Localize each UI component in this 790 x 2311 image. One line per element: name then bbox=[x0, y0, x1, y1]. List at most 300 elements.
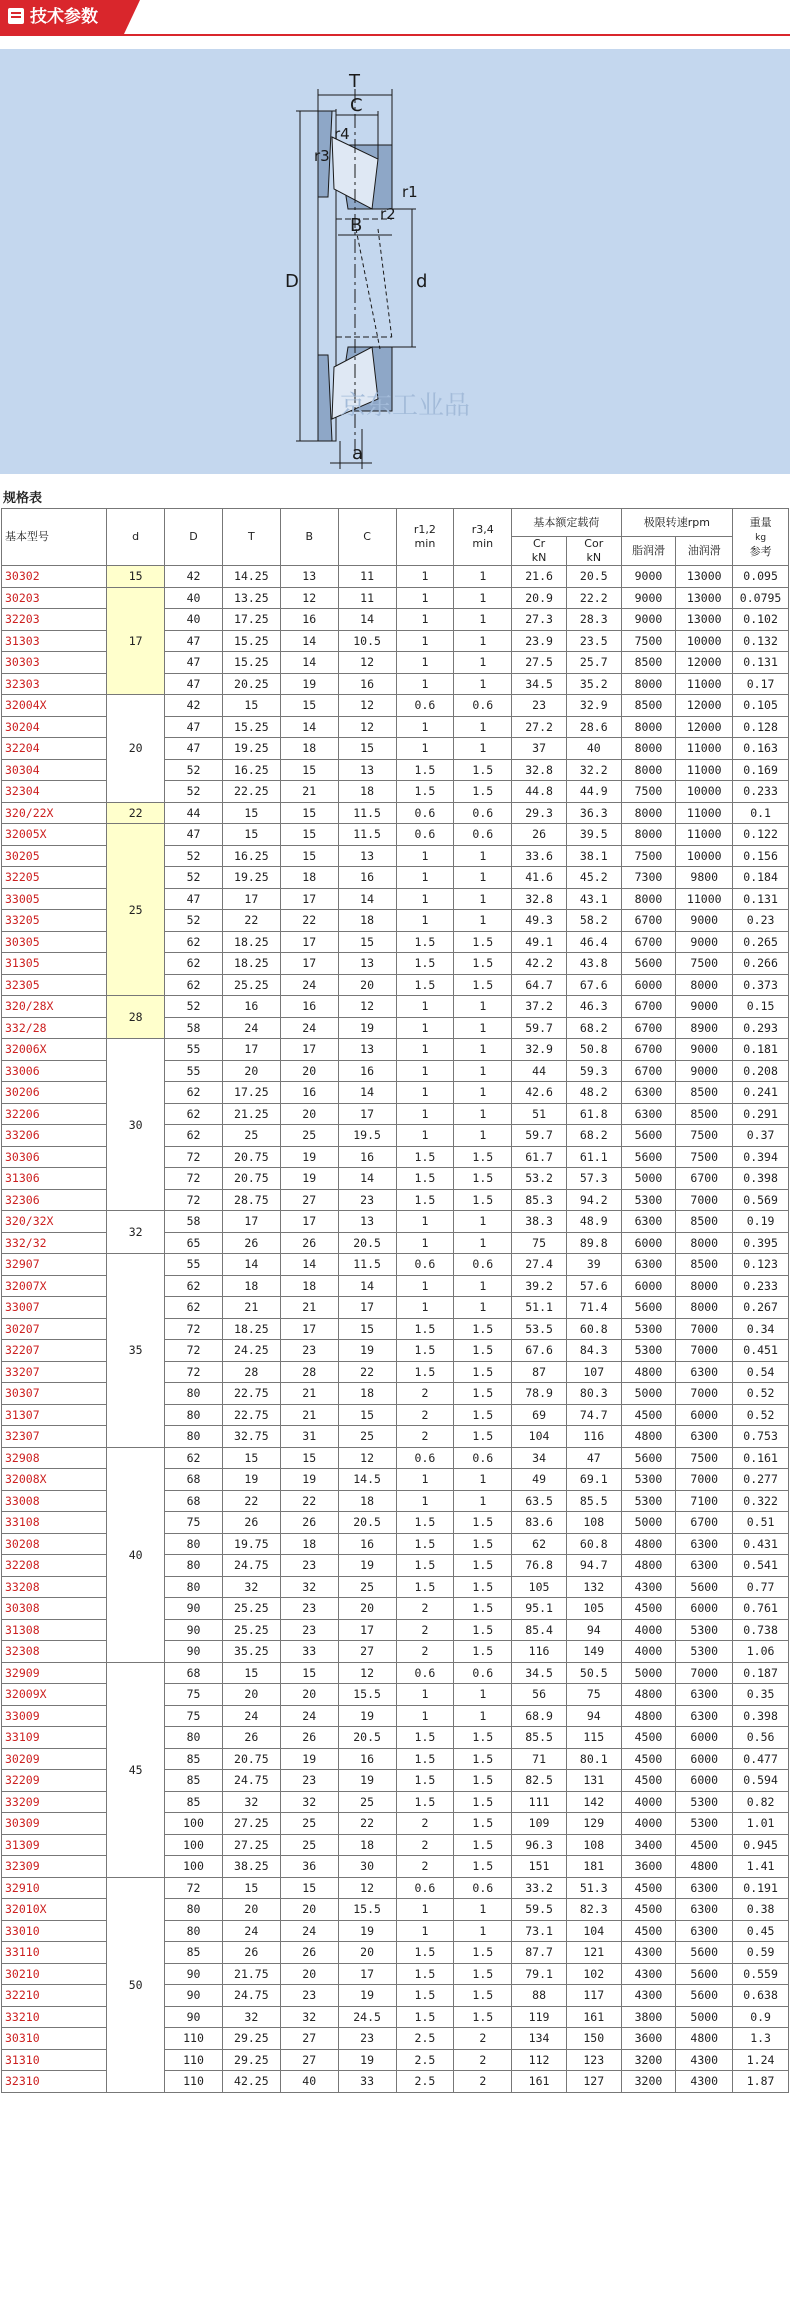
model-link[interactable]: 30205 bbox=[2, 845, 107, 867]
table-cell: 16 bbox=[338, 1748, 396, 1770]
table-cell: 0.6 bbox=[396, 1447, 454, 1469]
model-link[interactable]: 30309 bbox=[2, 1813, 107, 1835]
model-link[interactable]: 32307 bbox=[2, 1426, 107, 1448]
table-cell: 1.5 bbox=[454, 1361, 512, 1383]
table-cell: 2 bbox=[396, 1598, 454, 1620]
model-link[interactable]: 32208 bbox=[2, 1555, 107, 1577]
table-cell: 8500 bbox=[676, 1211, 733, 1233]
model-link[interactable]: 32207 bbox=[2, 1340, 107, 1362]
table-cell: 0.1 bbox=[733, 802, 789, 824]
model-link[interactable]: 33207 bbox=[2, 1361, 107, 1383]
model-link[interactable]: 32209 bbox=[2, 1770, 107, 1792]
table-cell: 1.5 bbox=[454, 1748, 512, 1770]
model-link[interactable]: 31307 bbox=[2, 1404, 107, 1426]
table-cell: 32 bbox=[280, 1576, 338, 1598]
model-link[interactable]: 32310 bbox=[2, 2071, 107, 2093]
table-cell: 16 bbox=[280, 609, 338, 631]
table-cell: 47 bbox=[566, 1447, 621, 1469]
table-cell: 20 bbox=[222, 1899, 280, 1921]
table-cell: 96.3 bbox=[512, 1834, 567, 1856]
table-cell: 43.1 bbox=[566, 888, 621, 910]
table-cell: 25 bbox=[338, 1426, 396, 1448]
model-link[interactable]: 31310 bbox=[2, 2049, 107, 2071]
table-cell: 149 bbox=[566, 1641, 621, 1663]
col-oil: 油润滑 bbox=[676, 537, 733, 566]
table-cell: 11000 bbox=[676, 738, 733, 760]
table-cell: 0.59 bbox=[733, 1942, 789, 1964]
table-cell: 21.75 bbox=[222, 1963, 280, 1985]
table-cell: 1.5 bbox=[396, 931, 454, 953]
model-link[interactable]: 30310 bbox=[2, 2028, 107, 2050]
table-cell: 72 bbox=[165, 1189, 223, 1211]
table-cell: 5300 bbox=[676, 1619, 733, 1641]
table-cell: 39 bbox=[566, 1254, 621, 1276]
table-cell: 11.5 bbox=[338, 1254, 396, 1276]
table-cell: 1 bbox=[454, 1297, 512, 1319]
model-link[interactable]: 320/28X bbox=[2, 996, 107, 1018]
model-link[interactable]: 30208 bbox=[2, 1533, 107, 1555]
model-link[interactable]: 33208 bbox=[2, 1576, 107, 1598]
table-cell: 0.291 bbox=[733, 1103, 789, 1125]
table-cell: 7500 bbox=[621, 630, 676, 652]
table-cell: 19 bbox=[338, 1705, 396, 1727]
table-cell: 5000 bbox=[621, 1383, 676, 1405]
model-link[interactable]: 32004X bbox=[2, 695, 107, 717]
table-cell: 0.753 bbox=[733, 1426, 789, 1448]
table-cell: 2 bbox=[454, 2071, 512, 2093]
table-cell: 27.3 bbox=[512, 609, 567, 631]
table-cell: 3800 bbox=[621, 2006, 676, 2028]
table-cell: 8500 bbox=[621, 652, 676, 674]
table-cell: 1 bbox=[454, 1920, 512, 1942]
col-r12-label: r1,2 bbox=[413, 523, 436, 536]
table-cell: 60.8 bbox=[566, 1318, 621, 1340]
table-cell: 6300 bbox=[621, 1211, 676, 1233]
table-cell: 11 bbox=[338, 566, 396, 588]
table-cell: 0.128 bbox=[733, 716, 789, 738]
table-cell: 0.398 bbox=[733, 1168, 789, 1190]
table-cell: 32.2 bbox=[566, 759, 621, 781]
table-cell: 25 bbox=[280, 1834, 338, 1856]
table-cell: 1 bbox=[454, 910, 512, 932]
model-link[interactable]: 30207 bbox=[2, 1318, 107, 1340]
table-cell: 6700 bbox=[621, 1039, 676, 1061]
table-cell: 1 bbox=[454, 1060, 512, 1082]
table-cell: 4500 bbox=[621, 1404, 676, 1426]
model-link[interactable]: 30308 bbox=[2, 1598, 107, 1620]
model-link[interactable]: 31306 bbox=[2, 1168, 107, 1190]
spec-table-title: 规格表 bbox=[3, 491, 43, 506]
model-link[interactable]: 30305 bbox=[2, 931, 107, 953]
table-cell: 24 bbox=[222, 1920, 280, 1942]
table-cell: 19.5 bbox=[338, 1125, 396, 1147]
table-cell: 29.25 bbox=[222, 2049, 280, 2071]
table-cell: 55 bbox=[165, 1060, 223, 1082]
table-cell: 16 bbox=[338, 1146, 396, 1168]
table-cell: 1.5 bbox=[454, 1189, 512, 1211]
model-link[interactable]: 32206 bbox=[2, 1103, 107, 1125]
table-cell: 16 bbox=[338, 673, 396, 695]
table-cell: 5600 bbox=[676, 1985, 733, 2007]
model-link[interactable]: 32006X bbox=[2, 1039, 107, 1061]
table-cell: 9000 bbox=[676, 910, 733, 932]
table-cell: 20 bbox=[222, 1060, 280, 1082]
model-link[interactable]: 30303 bbox=[2, 652, 107, 674]
model-link[interactable]: 33008 bbox=[2, 1490, 107, 1512]
table-cell: 57.3 bbox=[566, 1168, 621, 1190]
table-cell: 58 bbox=[165, 1017, 223, 1039]
table-cell: 24.5 bbox=[338, 2006, 396, 2028]
table-cell: 85.5 bbox=[566, 1490, 621, 1512]
table-cell: 0.191 bbox=[733, 1877, 789, 1899]
table-cell: 17 bbox=[338, 1103, 396, 1125]
table-cell: 5300 bbox=[621, 1469, 676, 1491]
table-cell: 1 bbox=[454, 1232, 512, 1254]
table-cell: 1.5 bbox=[454, 1856, 512, 1878]
model-link[interactable]: 30206 bbox=[2, 1082, 107, 1104]
col-speed: 极限转速rpm bbox=[621, 509, 733, 537]
table-cell: 1 bbox=[454, 1705, 512, 1727]
table-cell: 7500 bbox=[621, 845, 676, 867]
table-cell: 23 bbox=[338, 1189, 396, 1211]
table-cell: 1.5 bbox=[454, 1318, 512, 1340]
model-link[interactable]: 32910 bbox=[2, 1877, 107, 1899]
model-link[interactable]: 33006 bbox=[2, 1060, 107, 1082]
model-link[interactable]: 33209 bbox=[2, 1791, 107, 1813]
table-cell: 47 bbox=[165, 652, 223, 674]
table-cell: 0.6 bbox=[396, 824, 454, 846]
model-link[interactable]: 32009X bbox=[2, 1684, 107, 1706]
table-row bbox=[2, 1039, 789, 1061]
model-link[interactable]: 320/22X bbox=[2, 802, 107, 824]
table-cell: 83.6 bbox=[512, 1512, 567, 1534]
model-link[interactable]: 30306 bbox=[2, 1146, 107, 1168]
model-link[interactable]: 32304 bbox=[2, 781, 107, 803]
table-cell: 18 bbox=[338, 1834, 396, 1856]
table-cell: 4500 bbox=[621, 1727, 676, 1749]
table-cell: 0.23 bbox=[733, 910, 789, 932]
table-cell: 7500 bbox=[676, 1146, 733, 1168]
table-cell: 20 bbox=[280, 1963, 338, 1985]
table-cell: 23.5 bbox=[566, 630, 621, 652]
model-link[interactable]: 32007X bbox=[2, 1275, 107, 1297]
table-cell: 24 bbox=[222, 1017, 280, 1039]
table-cell: 87 bbox=[512, 1361, 567, 1383]
table-cell: 25.7 bbox=[566, 652, 621, 674]
section-header bbox=[0, 0, 790, 36]
table-cell: 1 bbox=[454, 1211, 512, 1233]
table-cell: 0.738 bbox=[733, 1619, 789, 1641]
table-cell: 0.431 bbox=[733, 1533, 789, 1555]
table-cell: 2.5 bbox=[396, 2028, 454, 2050]
table-cell: 23 bbox=[280, 1340, 338, 1362]
table-cell: 72 bbox=[165, 1877, 223, 1899]
table-cell: 63.5 bbox=[512, 1490, 567, 1512]
model-link[interactable]: 33205 bbox=[2, 910, 107, 932]
table-cell: 8500 bbox=[676, 1082, 733, 1104]
table-cell: 7500 bbox=[676, 953, 733, 975]
model-link[interactable]: 320/32X bbox=[2, 1211, 107, 1233]
table-cell: 25.25 bbox=[222, 1619, 280, 1641]
table-cell: 15 bbox=[280, 759, 338, 781]
model-link[interactable]: 32005X bbox=[2, 824, 107, 846]
bore-d-cell: 17 bbox=[107, 587, 165, 695]
table-cell: 82.5 bbox=[512, 1770, 567, 1792]
table-cell: 1.5 bbox=[396, 1770, 454, 1792]
table-cell: 0.156 bbox=[733, 845, 789, 867]
table-cell: 47 bbox=[165, 888, 223, 910]
table-cell: 15 bbox=[222, 1662, 280, 1684]
model-link[interactable]: 32306 bbox=[2, 1189, 107, 1211]
table-cell: 14 bbox=[280, 716, 338, 738]
table-cell: 20 bbox=[280, 1103, 338, 1125]
col-r34-unit: min bbox=[472, 537, 494, 550]
model-link[interactable]: 32203 bbox=[2, 609, 107, 631]
table-cell: 14 bbox=[338, 1168, 396, 1190]
table-cell: 4500 bbox=[621, 1877, 676, 1899]
table-cell: 1.5 bbox=[454, 1168, 512, 1190]
model-link[interactable]: 30209 bbox=[2, 1748, 107, 1770]
table-cell: 15 bbox=[280, 824, 338, 846]
table-cell: 2 bbox=[396, 1641, 454, 1663]
table-cell: 0.35 bbox=[733, 1684, 789, 1706]
table-cell: 32 bbox=[222, 1576, 280, 1598]
label-r4: r4 bbox=[334, 125, 350, 143]
table-cell: 0.293 bbox=[733, 1017, 789, 1039]
table-cell: 110 bbox=[165, 2071, 223, 2093]
model-link[interactable]: 32210 bbox=[2, 1985, 107, 2007]
table-cell: 6300 bbox=[676, 1684, 733, 1706]
model-link[interactable]: 332/32 bbox=[2, 1232, 107, 1254]
table-cell: 15 bbox=[338, 931, 396, 953]
table-cell: 100 bbox=[165, 1834, 223, 1856]
model-link[interactable]: 33109 bbox=[2, 1727, 107, 1749]
table-cell: 17.25 bbox=[222, 609, 280, 631]
table-cell: 0.6 bbox=[454, 695, 512, 717]
table-cell: 19 bbox=[222, 1469, 280, 1491]
table-cell: 8000 bbox=[621, 673, 676, 695]
table-cell: 5600 bbox=[621, 1447, 676, 1469]
table-cell: 18 bbox=[338, 1383, 396, 1405]
table-cell: 0.6 bbox=[454, 802, 512, 824]
table-cell: 4000 bbox=[621, 1791, 676, 1813]
model-link[interactable]: 32309 bbox=[2, 1856, 107, 1878]
table-cell: 5600 bbox=[621, 1146, 676, 1168]
table-cell: 142 bbox=[566, 1791, 621, 1813]
model-link[interactable]: 30210 bbox=[2, 1963, 107, 1985]
table-cell: 6000 bbox=[676, 1770, 733, 1792]
model-link[interactable]: 32909 bbox=[2, 1662, 107, 1684]
table-cell: 1 bbox=[396, 1232, 454, 1254]
table-cell: 82.3 bbox=[566, 1899, 621, 1921]
model-link[interactable]: 30204 bbox=[2, 716, 107, 738]
table-cell: 6000 bbox=[621, 1232, 676, 1254]
table-cell: 5300 bbox=[621, 1340, 676, 1362]
model-link[interactable]: 33108 bbox=[2, 1512, 107, 1534]
table-cell: 11000 bbox=[676, 673, 733, 695]
table-cell: 1 bbox=[396, 845, 454, 867]
table-cell: 15 bbox=[222, 1447, 280, 1469]
model-link[interactable]: 30304 bbox=[2, 759, 107, 781]
table-cell: 25 bbox=[338, 1576, 396, 1598]
model-link[interactable]: 31308 bbox=[2, 1619, 107, 1641]
table-cell: 20.9 bbox=[512, 587, 567, 609]
table-cell: 0.34 bbox=[733, 1318, 789, 1340]
table-cell: 28 bbox=[280, 1361, 338, 1383]
table-cell: 22.25 bbox=[222, 781, 280, 803]
table-cell: 8000 bbox=[676, 974, 733, 996]
table-cell: 4300 bbox=[621, 1985, 676, 2007]
table-cell: 41.6 bbox=[512, 867, 567, 889]
table-cell: 0.6 bbox=[454, 1254, 512, 1276]
table-cell: 61.8 bbox=[566, 1103, 621, 1125]
model-link[interactable]: 33206 bbox=[2, 1125, 107, 1147]
table-cell: 19 bbox=[338, 1555, 396, 1577]
table-cell: 20.75 bbox=[222, 1168, 280, 1190]
table-cell: 12 bbox=[338, 1877, 396, 1899]
table-cell: 0.82 bbox=[733, 1791, 789, 1813]
model-link[interactable]: 33210 bbox=[2, 2006, 107, 2028]
label-C: C bbox=[350, 95, 363, 116]
table-cell: 24 bbox=[280, 974, 338, 996]
table-cell: 7000 bbox=[676, 1383, 733, 1405]
table-cell: 52 bbox=[165, 910, 223, 932]
table-cell: 49 bbox=[512, 1469, 567, 1491]
table-cell: 68 bbox=[165, 1490, 223, 1512]
spec-table-body bbox=[2, 566, 789, 2093]
bore-d-cell: 15 bbox=[107, 566, 165, 588]
table-cell: 4800 bbox=[621, 1705, 676, 1727]
table-cell: 13 bbox=[338, 1039, 396, 1061]
table-cell: 12 bbox=[338, 695, 396, 717]
table-cell: 23 bbox=[338, 2028, 396, 2050]
table-cell: 49.3 bbox=[512, 910, 567, 932]
table-cell: 20.25 bbox=[222, 673, 280, 695]
table-cell: 6700 bbox=[621, 931, 676, 953]
table-cell: 22 bbox=[222, 1490, 280, 1512]
model-link[interactable]: 30307 bbox=[2, 1383, 107, 1405]
model-link[interactable]: 31303 bbox=[2, 630, 107, 652]
table-cell: 117 bbox=[566, 1985, 621, 2007]
table-cell: 0.132 bbox=[733, 630, 789, 652]
model-link[interactable]: 33005 bbox=[2, 888, 107, 910]
table-row bbox=[2, 1254, 789, 1276]
table-cell: 17 bbox=[280, 931, 338, 953]
model-link[interactable]: 33007 bbox=[2, 1297, 107, 1319]
model-link[interactable]: 32308 bbox=[2, 1641, 107, 1663]
table-cell: 25 bbox=[222, 1125, 280, 1147]
table-cell: 1 bbox=[454, 1125, 512, 1147]
model-link[interactable]: 32908 bbox=[2, 1447, 107, 1469]
table-cell: 52 bbox=[165, 867, 223, 889]
table-cell: 28.75 bbox=[222, 1189, 280, 1211]
model-link[interactable]: 30302 bbox=[2, 566, 107, 588]
model-link[interactable]: 32204 bbox=[2, 738, 107, 760]
table-cell: 18 bbox=[280, 867, 338, 889]
table-cell: 15.5 bbox=[338, 1684, 396, 1706]
watermark: 京东工业品 bbox=[340, 391, 471, 421]
table-cell: 22 bbox=[280, 910, 338, 932]
table-cell: 1 bbox=[454, 867, 512, 889]
table-cell: 87.7 bbox=[512, 1942, 567, 1964]
model-link[interactable]: 32907 bbox=[2, 1254, 107, 1276]
table-cell: 1.5 bbox=[396, 2006, 454, 2028]
table-cell: 13000 bbox=[676, 587, 733, 609]
table-cell: 26 bbox=[280, 1232, 338, 1254]
table-cell: 0.56 bbox=[733, 1727, 789, 1749]
table-cell: 11000 bbox=[676, 888, 733, 910]
table-cell: 20.75 bbox=[222, 1146, 280, 1168]
model-link[interactable]: 33009 bbox=[2, 1705, 107, 1727]
table-cell: 6700 bbox=[621, 910, 676, 932]
table-cell: 5600 bbox=[621, 1125, 676, 1147]
table-cell: 20 bbox=[338, 1942, 396, 1964]
table-cell: 1 bbox=[454, 1899, 512, 1921]
table-cell: 5000 bbox=[621, 1512, 676, 1534]
table-cell: 62 bbox=[165, 1275, 223, 1297]
table-cell: 1 bbox=[454, 1684, 512, 1706]
table-cell: 47 bbox=[165, 716, 223, 738]
col-r34-label: r3,4 bbox=[471, 523, 494, 536]
table-cell: 1.5 bbox=[454, 1963, 512, 1985]
table-cell: 4500 bbox=[621, 1748, 676, 1770]
table-cell: 0.594 bbox=[733, 1770, 789, 1792]
table-row bbox=[2, 1877, 789, 1899]
model-link[interactable]: 31305 bbox=[2, 953, 107, 975]
table-cell: 32 bbox=[280, 2006, 338, 2028]
table-cell: 21.6 bbox=[512, 566, 567, 588]
table-cell: 123 bbox=[566, 2049, 621, 2071]
table-cell: 2 bbox=[396, 1404, 454, 1426]
table-cell: 18 bbox=[338, 910, 396, 932]
model-link[interactable]: 33010 bbox=[2, 1920, 107, 1942]
table-cell: 17 bbox=[222, 1211, 280, 1233]
model-link[interactable]: 32205 bbox=[2, 867, 107, 889]
table-cell: 17 bbox=[280, 1039, 338, 1061]
bore-d-cell: 35 bbox=[107, 1254, 165, 1448]
model-link[interactable]: 32303 bbox=[2, 673, 107, 695]
table-cell: 8000 bbox=[676, 1232, 733, 1254]
model-link[interactable]: 332/28 bbox=[2, 1017, 107, 1039]
table-cell: 21 bbox=[280, 1297, 338, 1319]
table-cell: 46.4 bbox=[566, 931, 621, 953]
table-cell: 1.5 bbox=[454, 1813, 512, 1835]
model-link[interactable]: 32010X bbox=[2, 1899, 107, 1921]
table-cell: 76.8 bbox=[512, 1555, 567, 1577]
table-cell: 12000 bbox=[676, 695, 733, 717]
table-cell: 24.75 bbox=[222, 1555, 280, 1577]
table-cell: 85 bbox=[165, 1791, 223, 1813]
table-cell: 0.0795 bbox=[733, 587, 789, 609]
table-cell: 80 bbox=[165, 1426, 223, 1448]
model-link[interactable]: 33110 bbox=[2, 1942, 107, 1964]
table-cell: 1 bbox=[454, 566, 512, 588]
table-cell: 116 bbox=[566, 1426, 621, 1448]
table-cell: 1.5 bbox=[454, 1770, 512, 1792]
model-link[interactable]: 30203 bbox=[2, 587, 107, 609]
table-cell: 7000 bbox=[676, 1318, 733, 1340]
table-cell: 33 bbox=[338, 2071, 396, 2093]
table-cell: 62 bbox=[165, 1447, 223, 1469]
model-link[interactable]: 32008X bbox=[2, 1469, 107, 1491]
model-link[interactable]: 31309 bbox=[2, 1834, 107, 1856]
table-cell: 0.6 bbox=[396, 1254, 454, 1276]
table-cell: 19 bbox=[280, 1168, 338, 1190]
col-r34 bbox=[454, 509, 512, 566]
model-link[interactable]: 32305 bbox=[2, 974, 107, 996]
table-row bbox=[2, 587, 789, 609]
table-cell: 32.8 bbox=[512, 888, 567, 910]
